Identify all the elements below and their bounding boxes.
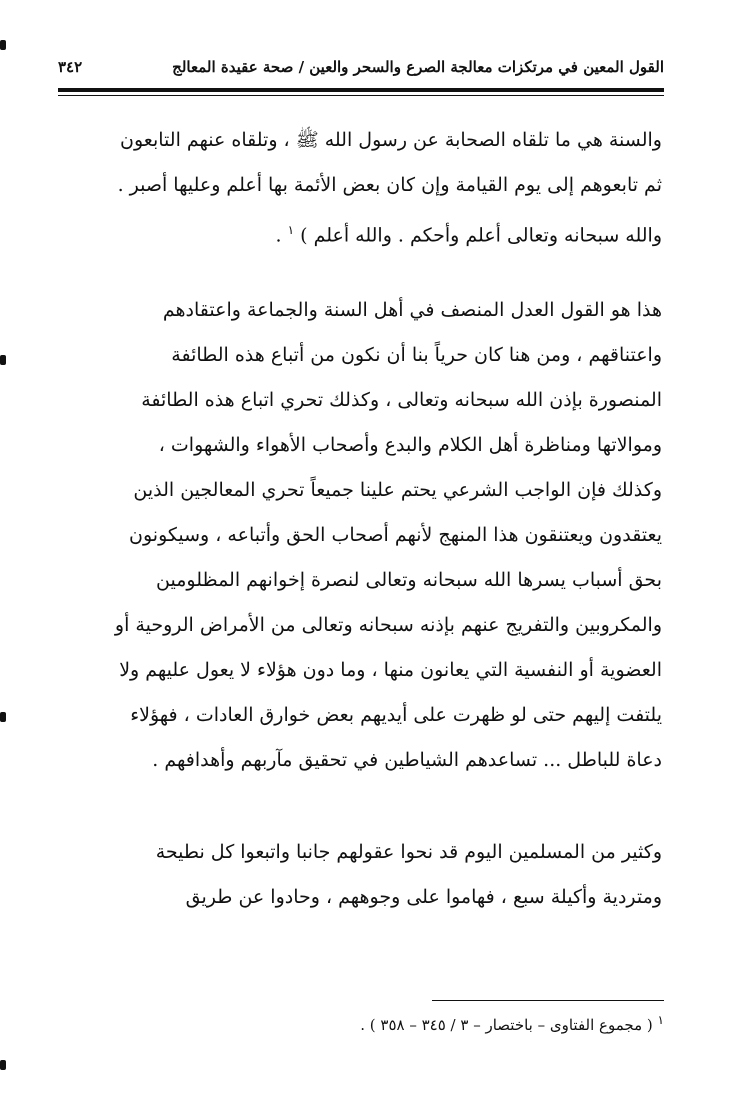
text-line: واعتناقهم ، ومن هنا كان حرياً بنا أن نكون من أتباع هذه الطائفة bbox=[171, 344, 662, 366]
scan-mark bbox=[0, 40, 6, 50]
text-line: بحق أسباب يسرها الله سبحانه وتعالى لنصرة إخوانهم المظلومين bbox=[156, 569, 662, 591]
sentence-end: . bbox=[275, 224, 282, 247]
page-number: ٣٤٢ bbox=[58, 58, 83, 76]
header-rule-thick bbox=[58, 88, 664, 92]
scan-mark bbox=[0, 1060, 6, 1070]
text-line: ومتردية وأكيلة سبع ، فهاموا على وجوههم ، وحادوا عن طريق bbox=[185, 886, 662, 908]
text-line: وموالاتها ومناظرة أهل الكلام والبدع وأصحاب الأهواء والشهوات ، bbox=[158, 434, 662, 456]
text-line-content: والله سبحانه وتعالى أعلم وأحكم . والله أعلم ) bbox=[300, 224, 662, 247]
footnote-separator bbox=[432, 1000, 664, 1001]
scan-mark bbox=[0, 712, 6, 722]
paragraph-2 bbox=[78, 288, 662, 783]
footnote bbox=[360, 1013, 664, 1034]
running-header bbox=[58, 58, 664, 86]
scan-mark bbox=[0, 355, 6, 365]
text-line: وكثير من المسلمين اليوم قد نحوا عقولهم جانبا واتبعوا كل نطيحة bbox=[155, 841, 662, 863]
paragraph-1 bbox=[78, 118, 662, 253]
footnote-reference: ١ bbox=[287, 223, 295, 237]
book-title: القول المعين في مرتكزات معالجة الصرع والسحر والعين / صحة عقيدة المعالج bbox=[172, 58, 664, 76]
paragraph-3 bbox=[78, 830, 662, 920]
text-line: والمكروبين والتفريج عنهم بإذنه سبحانه وتعالى من الأمراض الروحية أو bbox=[114, 614, 662, 636]
header-rule-thin bbox=[58, 95, 664, 96]
text-line bbox=[78, 208, 662, 253]
text-line: يعتقدون ويعتنقون هذا المنهج لأنهم أصحاب الحق وأتباعه ، وسيكونون bbox=[129, 524, 662, 546]
text-line: هذا هو القول العدل المنصف في أهل السنة والجماعة واعتقادهم bbox=[162, 299, 662, 321]
text-line: وكذلك فإن الواجب الشرعي يحتم علينا جميعاً تحري المعالجين الذين bbox=[133, 479, 662, 501]
text-line: ثم تابعوهم إلى يوم القيامة وإن كان بعض الأئمة بها أعلم وعليها أصبر . bbox=[117, 174, 662, 196]
footnote-text: ( مجموع الفتاوى – باختصار – ٣ / ٣٤٥ – ٣٥٨ ) . bbox=[360, 1016, 653, 1034]
text-line: دعاة للباطل ... تساعدهم الشياطين في تحقيق مآربهم وأهدافهم . bbox=[152, 749, 662, 771]
text-line: والسنة هي ما تلقاه الصحابة عن رسول الله ﷺ ، وتلقاه عنهم التابعون bbox=[120, 129, 662, 151]
text-line: يلتفت إليهم حتى لو ظهرت على أيديهم بعض خوارق العادات ، فهؤلاء bbox=[130, 704, 662, 726]
text-line: العضوية أو النفسية التي يعانون منها ، وما دون هؤلاء لا يعول عليهم ولا bbox=[119, 659, 662, 681]
footnote-marker: ١ bbox=[657, 1013, 664, 1027]
text-line: المنصورة بإذن الله سبحانه وتعالى ، وكذلك تحري اتباع هذه الطائفة bbox=[141, 389, 662, 411]
